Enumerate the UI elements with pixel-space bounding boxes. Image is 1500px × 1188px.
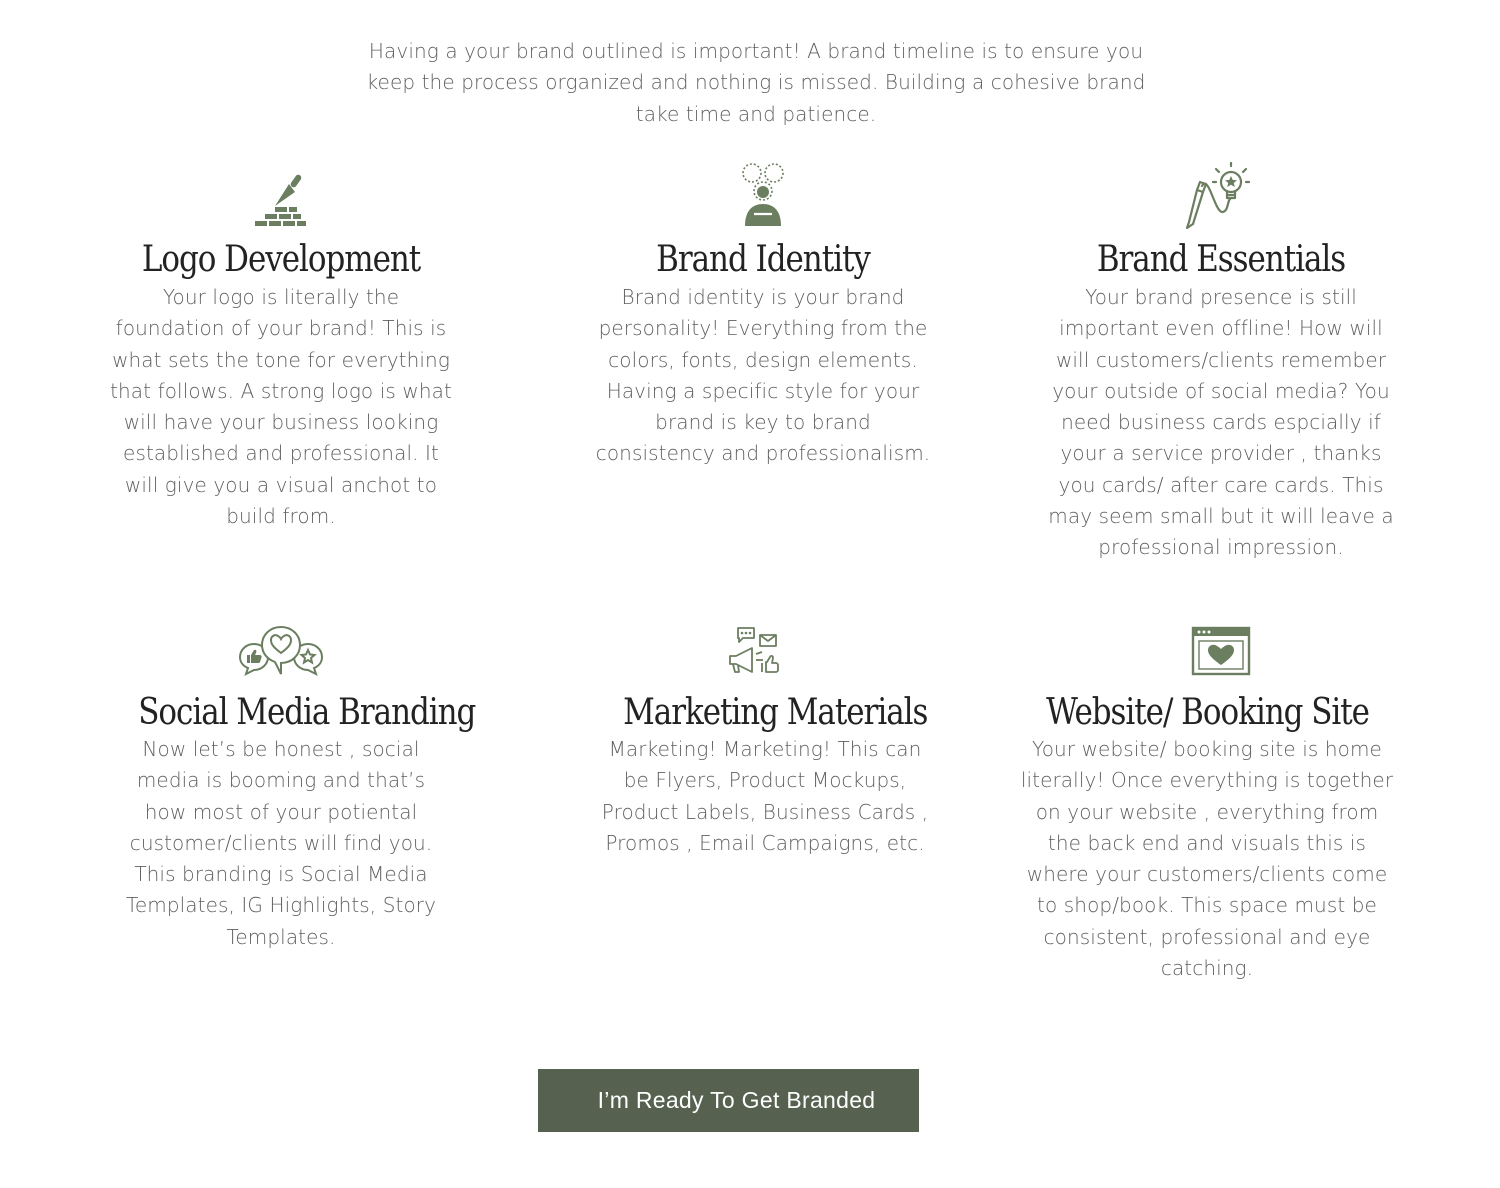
card-description: Your website/ booking site is home literally! Once everything is together on your website , everything from the back end and visuals this is where your customers/clients come to shop/book. This space must be consistent, professional and eye catching. [1020, 737, 1394, 981]
browser-heart-icon [1191, 626, 1251, 676]
service-card-marketing-materials [600, 618, 930, 878]
card-title: Website/ Booking Site [1046, 692, 1369, 733]
card-title: Social Media Branding [138, 692, 476, 733]
service-card-logo-development [110, 160, 452, 540]
service-card-website-booking-site [1020, 618, 1394, 998]
megaphone-marketing-icon [726, 626, 780, 674]
card-description: Marketing! Marketing! This can be Flyers, Product Mockups, Product Labels, Business Cards , Promos , Email Campaigns, etc. [601, 737, 929, 855]
card-description: Brand identity is your brand personality! Everything from the colors, fonts, design elements. Having a specific style for your brand is key to brand consistency and professionalism. [595, 285, 931, 466]
pencil-lightbulb-icon [1183, 162, 1251, 230]
trowel-bricks-icon [253, 170, 309, 228]
service-card-brand-identity [595, 160, 931, 500]
service-card-social-media-branding [115, 618, 476, 958]
card-description: Your brand presence is still important even offline! How will will customers/clients remember your outside of social media? You need business cards espcially if your a service provider , thanks you cards/ after care cards. This may seem small but it will leave a professional impression. [1048, 285, 1394, 560]
intro-text: Having a your brand outlined is important! A brand timeline is to ensure you keep the process organized and nothing is missed. Building a cohesive brand take time and patience. [366, 39, 1146, 126]
service-card-brand-essentials [1048, 160, 1394, 600]
card-title: Logo Development [141, 239, 421, 280]
card-title: Marketing Materials [623, 692, 928, 733]
card-title: Brand Identity [656, 239, 870, 280]
card-title: Brand Essentials [1096, 239, 1346, 280]
card-description: Your logo is literally the foundation of your brand! This is what sets the tone for everything that follows. A strong logo is what will have your business looking established and professional. It will give you a visual anchot to build from. [110, 285, 452, 529]
get-branded-button[interactable]: I’m Ready To Get Branded [538, 1069, 919, 1132]
person-thoughts-icon [740, 162, 786, 228]
social-bubbles-icon [238, 624, 326, 678]
card-description: Now let’s be honest , social media is booming and that’s how most of your potiental customer/clients will find you. This branding is Social Media Templates, IG Highlights, Story Templates. [125, 737, 437, 949]
